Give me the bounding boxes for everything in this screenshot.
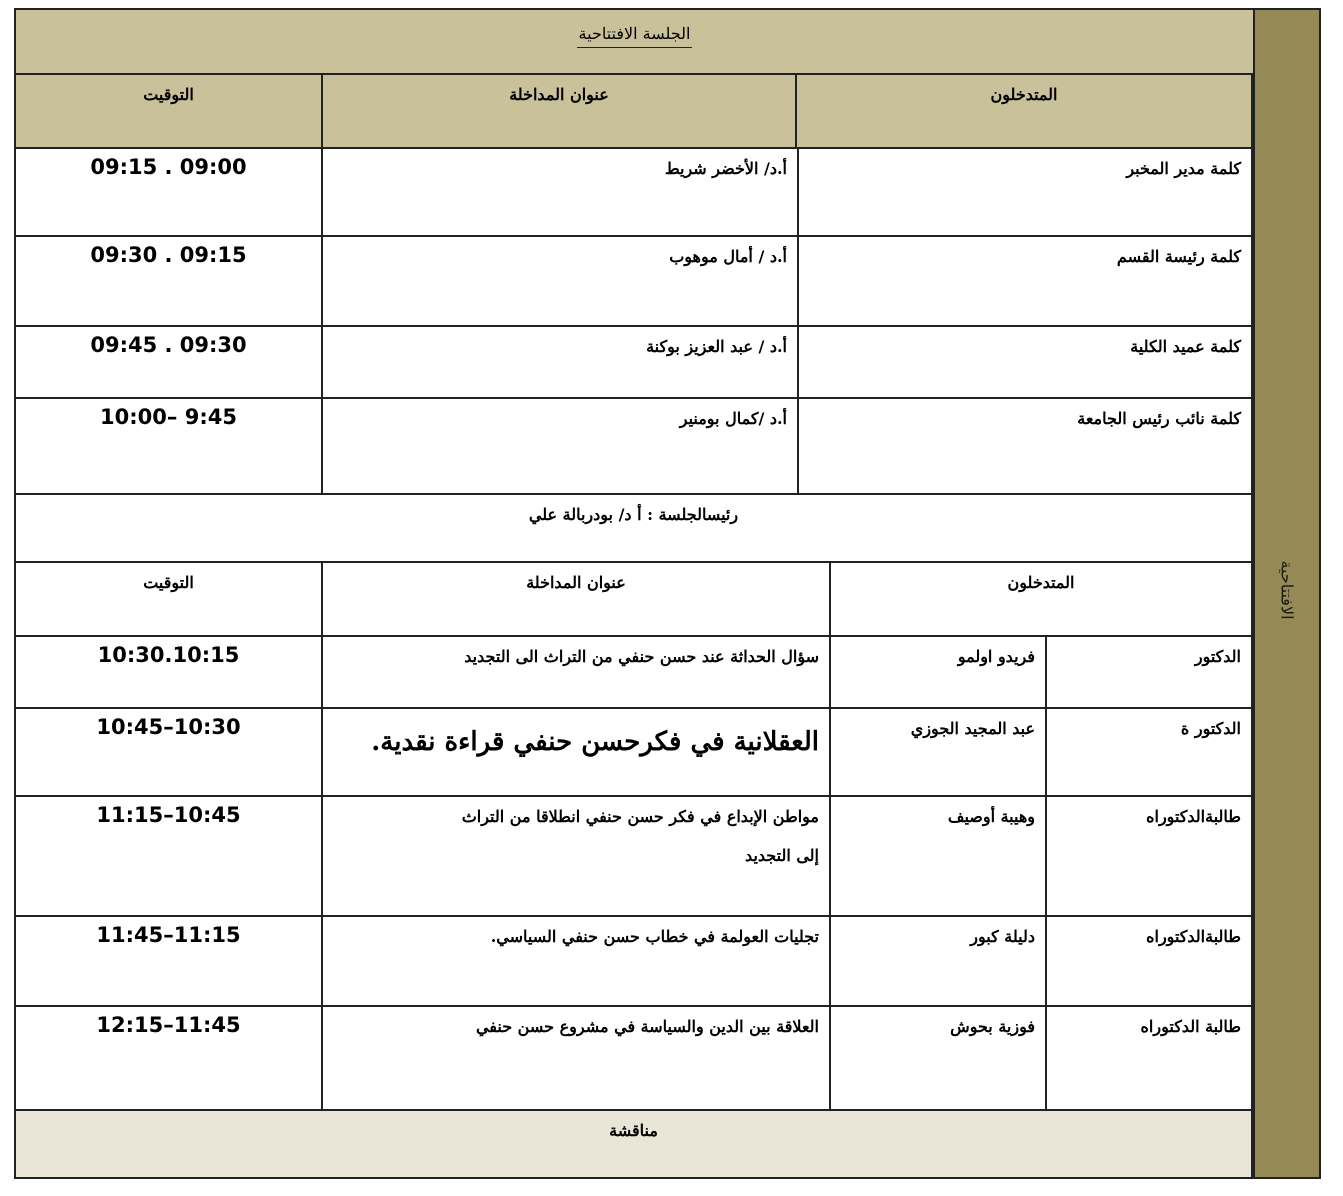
talk-time-4: 11:45–11:15 <box>16 917 323 1007</box>
talk-time-1: 10:30.10:15 <box>16 637 323 709</box>
talk-time-5: 12:15–11:45 <box>16 1007 323 1111</box>
side-label: الافتتاحية <box>1277 560 1297 620</box>
opening-time-1: 09:15 . 09:00 <box>16 149 323 237</box>
opening-name-1: أ.د/ الأخضر شريط <box>323 149 799 237</box>
session-title: الجلسة الافتتاحية <box>577 24 693 48</box>
header-title: عنوان المداخلة <box>323 75 797 149</box>
header2-title: عنوان المداخلة <box>323 563 831 637</box>
side-label-column <box>1253 10 1319 1177</box>
header-time: التوقيت <box>16 75 323 149</box>
program-table <box>14 8 1321 1179</box>
session-title-bar <box>16 10 1253 75</box>
talk-name-5: فوزية بحوش <box>831 1007 1047 1111</box>
talk-role-4: طالبةالدكتوراه <box>1047 917 1253 1007</box>
talk-title-5: العلاقة بين الدين والسياسة في مشروع حسن حنفي <box>323 1007 831 1111</box>
talk-time-2: 10:45–10:30 <box>16 709 323 797</box>
talk-title-1: سؤال الحداثة عند حسن حنفي من التراث الى التجديد <box>323 637 831 709</box>
header2-time: التوقيت <box>16 563 323 637</box>
talk-title-4: تجليات العولمة في خطاب حسن حنفي السياسي. <box>323 917 831 1007</box>
talk-name-1: فريدو اولمو <box>831 637 1047 709</box>
talk-name-2: عبد المجيد الجوزي <box>831 709 1047 797</box>
opening-time-2: 09:30 . 09:15 <box>16 237 323 327</box>
opening-name-2: أ.د / أمال موهوب <box>323 237 799 327</box>
talk-time-3: 11:15–10:45 <box>16 797 323 917</box>
opening-speaker-3: كلمة عميد الكلية <box>799 327 1253 399</box>
header-speakers: المتدخلون <box>797 75 1253 149</box>
talk-title-2: العقلانية في فكرحسن حنفي قراءة نقدية. <box>323 709 831 797</box>
talk-role-1: الدكتور <box>1047 637 1253 709</box>
opening-time-3: 09:45 . 09:30 <box>16 327 323 399</box>
talk-role-3: طالبةالدكتوراه <box>1047 797 1253 917</box>
talk-name-3: وهيبة أوصيف <box>831 797 1047 917</box>
header2-speakers: المتدخلون <box>831 563 1253 637</box>
session-chair: رئيسالجلسة : أ د/ بودربالة علي <box>16 495 1253 563</box>
talk-title-3: مواطن الإبداع في فكر حسن حنفي انطلاقا من التراث إلى التجديد <box>323 797 831 917</box>
opening-speaker-4: كلمة نائب رئيس الجامعة <box>799 399 1253 495</box>
opening-speaker-1: كلمة مدير المخبر <box>799 149 1253 237</box>
opening-time-4: 10:00– 9:45 <box>16 399 323 495</box>
opening-speaker-2: كلمة رئيسة القسم <box>799 237 1253 327</box>
talk-name-4: دليلة كبور <box>831 917 1047 1007</box>
opening-name-3: أ.د / عبد العزيز بوكنة <box>323 327 799 399</box>
talk-role-2: الدكتور ة <box>1047 709 1253 797</box>
opening-name-4: أ.د /كمال بومنير <box>323 399 799 495</box>
discussion-row: مناقشة <box>16 1111 1253 1177</box>
talk-role-5: طالبة الدكتوراه <box>1047 1007 1253 1111</box>
